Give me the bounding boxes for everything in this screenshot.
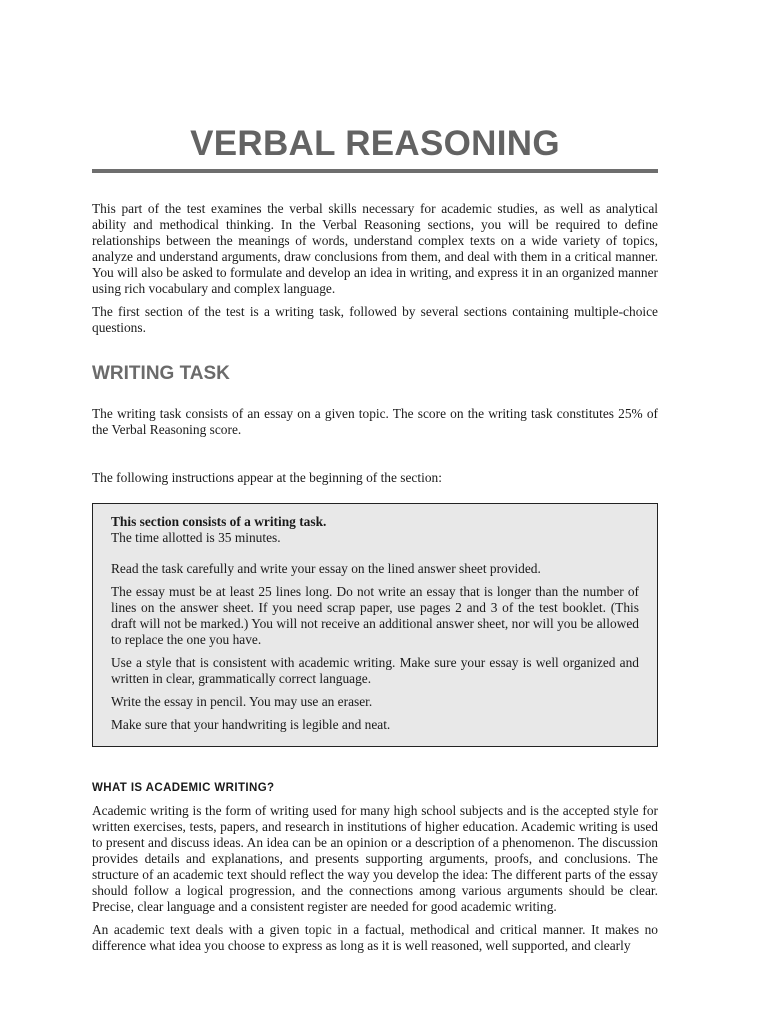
intro-paragraph-1: This part of the test examines the verbal skills necessary for academic studies, as well as analytical ability and methodical thinking. In the Verbal Reasoning sections, you will be required to define relationships between the meanings of words, understand complex texts on a wide variety of topics, analyze and understand arguments, draw conclusions from them, and deal with them in a critical manner. You will also be asked to formulate and develop an idea in writing, and express it in an organized manner using rich vocabulary and complex language.	[92, 201, 658, 296]
instructions-header	[111, 514, 639, 546]
academic-paragraph-1: Academic writing is the form of writing used for many high school subjects and is the accepted style for written exercises, tests, papers, and research in institutions of higher education. Academic writing is used to present and discuss ideas. An idea can be an opinion or a description of a phenomenon. The discussion provides details and explanations, and presents supporting arguments, proofs, and conclusions. The structure of an academic text should reflect the way you develop the idea: The different parts of the essay should follow a logical progression, and the connections among various arguments should be clear. Precise, clear language and a consistent register are needed for good academic writing.	[92, 803, 658, 914]
intro-paragraph-2: The first section of the test is a writing task, followed by several sections containing multiple-choice questions.	[92, 304, 658, 335]
instructions-time-line: The time allotted is 35 minutes.	[111, 530, 281, 545]
academic-writing-heading: WHAT IS ACADEMIC WRITING?	[92, 782, 275, 794]
page-title: VERBAL REASONING	[190, 124, 560, 163]
writing-task-description: The writing task consists of an essay on a given topic. The score on the writing task constitutes 25% of the Verbal Reasoning score.	[92, 406, 658, 437]
instructions-item-4: Write the essay in pencil. You may use an eraser.	[111, 694, 373, 709]
instructions-item-1: Read the task carefully and write your essay on the lined answer sheet provided.	[111, 561, 541, 576]
academic-writing-section	[92, 803, 658, 961]
instructions-lead-in: The following instructions appear at the beginning of the section:	[92, 470, 442, 485]
instructions-bold-line: This section consists of a writing task.	[111, 514, 327, 529]
writing-task-heading: WRITING TASK	[92, 363, 230, 384]
academic-paragraph-2: An academic text deals with a given topic in a factual, methodical and critical manner. It makes no difference what idea you choose to express as long as it is well reasoned, well supported, and clearly	[92, 922, 658, 953]
intro-section	[92, 201, 658, 343]
instructions-box	[92, 503, 658, 747]
instructions-item-2: The essay must be at least 25 lines long. Do not write an essay that is longer than the number of lines on the answer sheet. If you need scrap paper, use pages 2 and 3 of the test booklet. (This draft will not be marked.) You will not receive an additional answer sheet, nor will you be allowed to replace the one you have.	[111, 584, 639, 647]
instructions-item-3: Use a style that is consistent with academic writing. Make sure your essay is well organized and written in clear, grammatically correct language.	[111, 655, 639, 686]
title-underline-rule	[92, 169, 658, 173]
instructions-item-5: Make sure that your handwriting is legible and neat.	[111, 717, 391, 732]
